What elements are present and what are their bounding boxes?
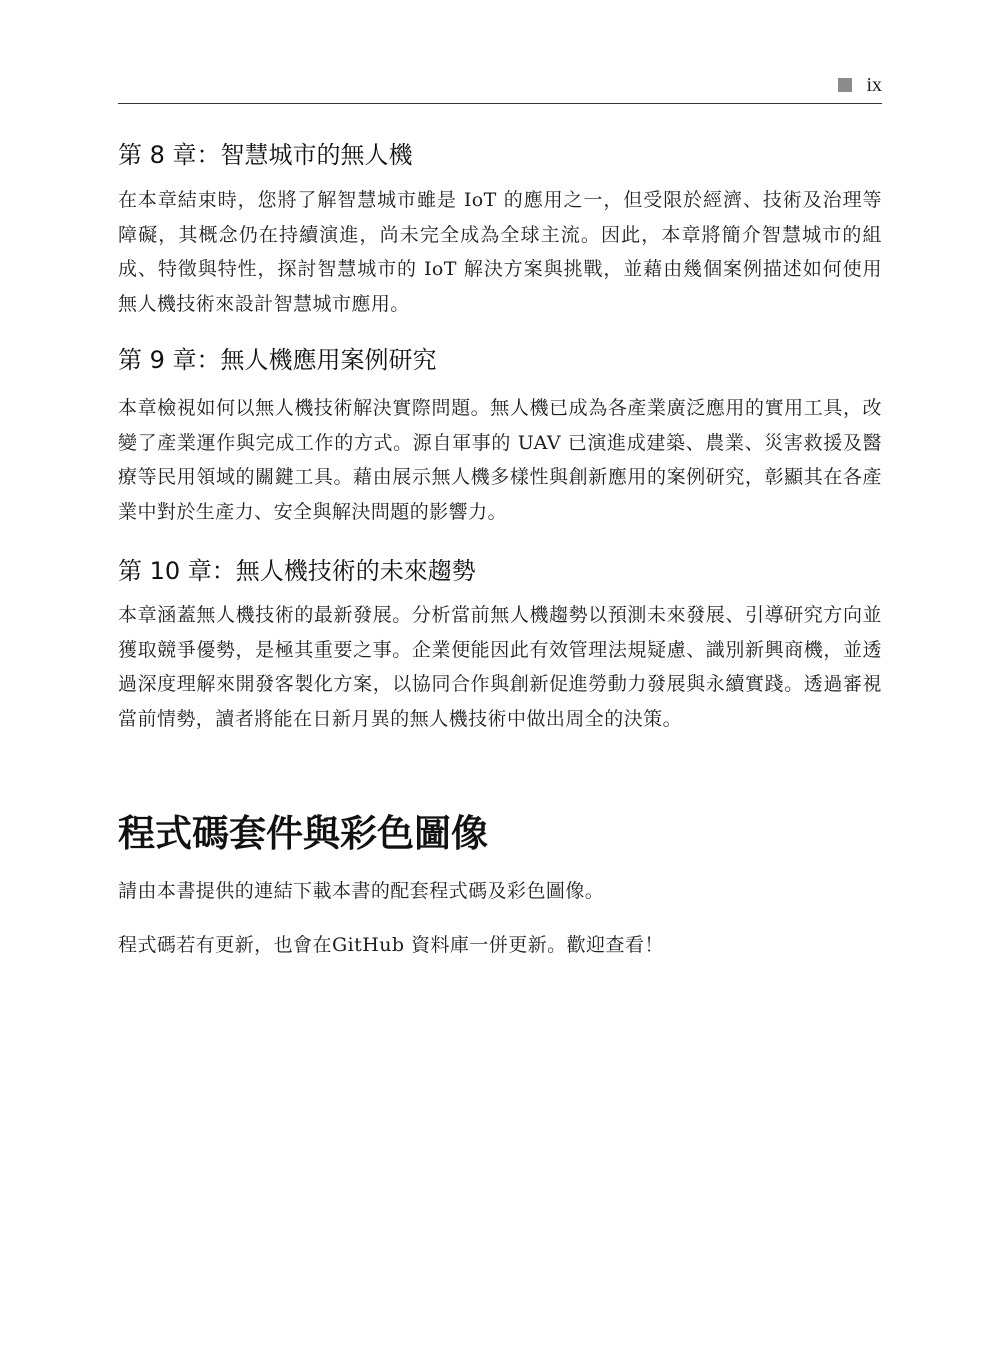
running-header [838,74,882,96]
page-number: ix [866,74,882,96]
square-bullet-icon [838,78,852,92]
header-rule [118,103,882,104]
chapter-10-heading: 第 10 章：無人機技術的未來趨勢 [118,557,476,585]
chapter-10-summary: 本章涵蓋無人機技術的最新發展。分析當前無人機趨勢以預測未來發展、引導研究方向並獲取競爭優勢，是極其重要之事。企業便能因此有效管理法規疑慮、識別新興商機，並透過深度理解來開發客製化方案，以協同合作與創新促進勞動力發展與永續實踐。透過審視當前情勢，讀者將能在日新月異的無人機技術中做出周全的決策。 [118,604,882,730]
code-section-title: 程式碼套件與彩色圖像 [118,812,488,855]
chapter-9-summary: 本章檢視如何以無人機技術解決實際問題。無人機已成為各產業廣泛應用的實用工具，改變了產業運作與完成工作的方式。源自軍事的 UAV 已演進成建築、農業、災害救援及醫療等民用領域的關鍵工具。藉由展示無人機多樣性與創新應用的案例研究，彰顯其在各產業中對於生產力、安全與解決問題的影響力。 [118,397,882,523]
chapter-9-heading: 第 9 章：無人機應用案例研究 [118,346,437,374]
chapter-8-heading: 第 8 章：智慧城市的無人機 [118,141,413,169]
github-note: 程式碼若有更新，也會在GitHub 資料庫一併更新。歡迎查看！ [118,934,664,956]
chapter-8-summary: 在本章結束時，您將了解智慧城市雖是 IoT 的應用之一，但受限於經濟、技術及治理等障礙，其概念仍在持續演進，尚未完全成為全球主流。因此，本章將簡介智慧城市的組成、特徵與特性，探討智慧城市的 IoT 解決方案與挑戰，並藉由幾個案例描述如何使用無人機技術來設計智慧城市應用。 [118,189,882,315]
download-note: 請由本書提供的連結下載本書的配套程式碼及彩色圖像。 [118,880,605,902]
